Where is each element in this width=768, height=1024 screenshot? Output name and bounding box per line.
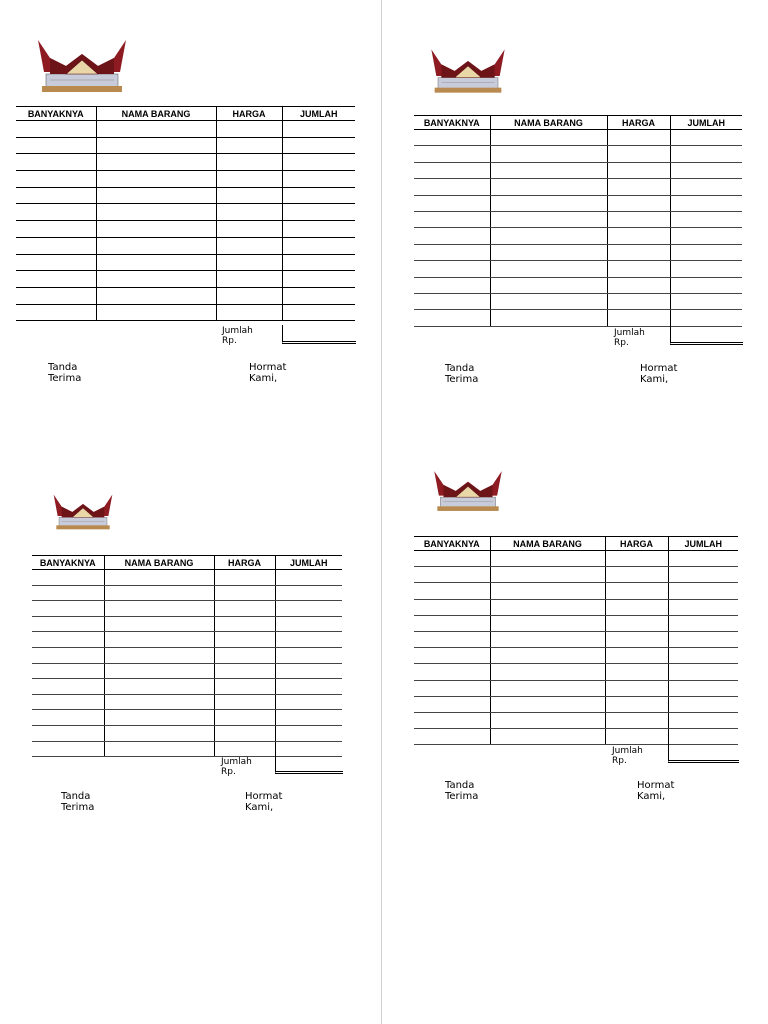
cell-quantity[interactable] — [414, 261, 490, 277]
col-header-price: HARGA — [214, 556, 275, 570]
table-row — [414, 729, 738, 745]
cell-amount[interactable] — [668, 551, 738, 567]
total-label: Jumlah Rp. — [221, 757, 252, 777]
table-row — [16, 304, 355, 321]
cell-price[interactable] — [216, 137, 282, 154]
cell-quantity[interactable] — [32, 663, 104, 679]
cell-price[interactable] — [607, 228, 670, 244]
cell-price[interactable] — [607, 162, 670, 178]
cell-price[interactable] — [607, 293, 670, 309]
sender-signature-label: Hormat Kami, — [245, 791, 283, 813]
cell-amount[interactable] — [668, 712, 738, 728]
cell-quantity[interactable] — [32, 741, 104, 757]
cell-price[interactable] — [216, 171, 282, 188]
col-header-quantity: BANYAKNYA — [414, 116, 490, 130]
table-row — [16, 271, 355, 288]
cell-price[interactable] — [216, 121, 282, 138]
col-header-item-name: NAMA BARANG — [490, 116, 607, 130]
cell-item-name[interactable] — [490, 261, 607, 277]
cell-price[interactable] — [605, 664, 668, 680]
cell-quantity[interactable] — [16, 137, 96, 154]
cell-price[interactable] — [607, 195, 670, 211]
table-row — [16, 221, 355, 238]
table-row — [32, 601, 342, 617]
col-header-amount: JUMLAH — [670, 116, 742, 130]
table-row — [16, 121, 355, 138]
table-row — [32, 725, 342, 741]
total-label: Jumlah Rp. — [612, 746, 643, 766]
cell-item-name[interactable] — [490, 729, 605, 745]
cell-quantity[interactable] — [414, 664, 490, 680]
cell-item-name[interactable] — [104, 570, 214, 586]
table-row — [32, 694, 342, 710]
cell-amount[interactable] — [668, 615, 738, 631]
cell-quantity[interactable] — [16, 304, 96, 321]
cell-quantity[interactable] — [414, 712, 490, 728]
total-field[interactable] — [275, 755, 343, 774]
cell-amount[interactable] — [668, 583, 738, 599]
cell-amount[interactable] — [670, 179, 742, 195]
table-row — [414, 162, 742, 178]
cell-price[interactable] — [605, 583, 668, 599]
cell-amount[interactable] — [282, 304, 355, 321]
cell-item-name[interactable] — [104, 741, 214, 757]
cell-amount[interactable] — [275, 601, 342, 617]
cell-amount[interactable] — [282, 121, 355, 138]
table-row — [32, 632, 342, 648]
receiver-signature-label: Tanda Terima — [445, 363, 479, 385]
table-row — [414, 228, 742, 244]
cell-quantity[interactable] — [414, 211, 490, 227]
cell-quantity[interactable] — [414, 293, 490, 309]
cell-amount[interactable] — [275, 647, 342, 663]
cell-price[interactable] — [605, 551, 668, 567]
cell-quantity[interactable] — [414, 583, 490, 599]
cell-item-name[interactable] — [490, 211, 607, 227]
cell-price[interactable] — [607, 179, 670, 195]
cell-price[interactable] — [214, 663, 275, 679]
col-header-price: HARGA — [607, 116, 670, 130]
cell-price[interactable] — [605, 680, 668, 696]
table-row — [414, 551, 738, 567]
cell-amount[interactable] — [668, 631, 738, 647]
table-row — [414, 277, 742, 293]
cell-amount[interactable] — [670, 293, 742, 309]
cell-item-name[interactable] — [490, 712, 605, 728]
cell-amount[interactable] — [670, 228, 742, 244]
cell-item-name[interactable] — [104, 679, 214, 695]
cell-item-name[interactable] — [104, 725, 214, 741]
cell-price[interactable] — [605, 567, 668, 583]
cell-amount[interactable] — [282, 221, 355, 238]
cell-item-name[interactable] — [490, 179, 607, 195]
cell-item-name[interactable] — [104, 585, 214, 601]
rumah-gadang-logo-icon — [36, 36, 128, 96]
cell-price[interactable] — [214, 632, 275, 648]
cell-amount[interactable] — [668, 599, 738, 615]
cell-amount[interactable] — [670, 146, 742, 162]
table-row — [32, 679, 342, 695]
cell-quantity[interactable] — [16, 154, 96, 171]
total-field[interactable] — [670, 326, 743, 345]
items-table — [32, 555, 342, 757]
col-header-amount: JUMLAH — [668, 537, 738, 551]
col-header-quantity: BANYAKNYA — [16, 107, 96, 121]
cell-quantity[interactable] — [16, 271, 96, 288]
cell-quantity[interactable] — [32, 585, 104, 601]
cell-amount[interactable] — [282, 254, 355, 271]
cell-item-name[interactable] — [490, 310, 607, 326]
table-row — [414, 696, 738, 712]
cell-quantity[interactable] — [16, 237, 96, 254]
cell-quantity[interactable] — [414, 195, 490, 211]
cell-price[interactable] — [605, 648, 668, 664]
table-row — [16, 237, 355, 254]
cell-price[interactable] — [605, 712, 668, 728]
cell-item-name[interactable] — [96, 187, 216, 204]
table-row — [414, 567, 738, 583]
cell-price[interactable] — [607, 244, 670, 260]
cell-quantity[interactable] — [414, 228, 490, 244]
cell-item-name[interactable] — [104, 647, 214, 663]
cell-quantity[interactable] — [16, 121, 96, 138]
cell-item-name[interactable] — [490, 664, 605, 680]
cell-amount[interactable] — [668, 680, 738, 696]
items-table — [414, 536, 738, 745]
cell-quantity[interactable] — [32, 570, 104, 586]
cell-amount[interactable] — [282, 154, 355, 171]
sender-signature-label: Hormat Kami, — [640, 363, 678, 385]
cell-price[interactable] — [216, 221, 282, 238]
cell-price[interactable] — [214, 570, 275, 586]
cell-price[interactable] — [214, 647, 275, 663]
table-row — [414, 179, 742, 195]
cell-amount[interactable] — [275, 632, 342, 648]
cell-amount[interactable] — [282, 187, 355, 204]
cell-quantity[interactable] — [16, 204, 96, 221]
items-table — [414, 115, 742, 327]
cell-quantity[interactable] — [32, 679, 104, 695]
cell-quantity[interactable] — [414, 179, 490, 195]
cell-price[interactable] — [214, 741, 275, 757]
cell-price[interactable] — [607, 310, 670, 326]
cell-item-name[interactable] — [104, 694, 214, 710]
cell-amount[interactable] — [670, 211, 742, 227]
cell-price[interactable] — [216, 287, 282, 304]
cell-item-name[interactable] — [490, 228, 607, 244]
cell-item-name[interactable] — [96, 271, 216, 288]
cell-price[interactable] — [216, 204, 282, 221]
cell-amount[interactable] — [282, 204, 355, 221]
cell-quantity[interactable] — [32, 694, 104, 710]
cell-amount[interactable] — [275, 663, 342, 679]
table-row — [414, 648, 738, 664]
cell-quantity[interactable] — [16, 221, 96, 238]
cell-price[interactable] — [605, 599, 668, 615]
cell-item-name[interactable] — [104, 616, 214, 632]
rumah-gadang-logo-icon — [42, 492, 124, 532]
receiver-signature-label: Tanda Terima — [61, 791, 95, 813]
cell-price[interactable] — [216, 254, 282, 271]
cell-price[interactable] — [216, 304, 282, 321]
table-row — [32, 710, 342, 726]
cell-amount[interactable] — [275, 570, 342, 586]
cell-item-name[interactable] — [104, 710, 214, 726]
cell-item-name[interactable] — [96, 204, 216, 221]
cell-amount[interactable] — [670, 162, 742, 178]
table-row — [16, 187, 355, 204]
cell-quantity[interactable] — [16, 171, 96, 188]
col-header-item-name: NAMA BARANG — [490, 537, 605, 551]
table-row — [32, 585, 342, 601]
cell-item-name[interactable] — [490, 631, 605, 647]
cell-quantity[interactable] — [16, 254, 96, 271]
table-row — [32, 570, 342, 586]
cell-price[interactable] — [605, 631, 668, 647]
cell-item-name[interactable] — [96, 154, 216, 171]
table-row — [414, 664, 738, 680]
cell-amount[interactable] — [275, 585, 342, 601]
cell-item-name[interactable] — [104, 601, 214, 617]
cell-item-name[interactable] — [96, 237, 216, 254]
cell-amount[interactable] — [275, 694, 342, 710]
cell-quantity[interactable] — [414, 696, 490, 712]
table-row — [414, 631, 738, 647]
cell-amount[interactable] — [670, 261, 742, 277]
cell-quantity[interactable] — [414, 146, 490, 162]
cell-price[interactable] — [214, 616, 275, 632]
table-row — [414, 130, 742, 146]
table-row — [414, 146, 742, 162]
cell-quantity[interactable] — [32, 601, 104, 617]
cell-price[interactable] — [214, 694, 275, 710]
cell-quantity[interactable] — [414, 310, 490, 326]
cell-item-name[interactable] — [490, 130, 607, 146]
cell-quantity[interactable] — [32, 616, 104, 632]
cell-item-name[interactable] — [490, 293, 607, 309]
table-row — [414, 261, 742, 277]
cell-amount[interactable] — [275, 679, 342, 695]
cell-quantity[interactable] — [414, 729, 490, 745]
sender-signature-label: Hormat Kami, — [637, 780, 675, 802]
cell-amount[interactable] — [282, 287, 355, 304]
cell-quantity[interactable] — [414, 162, 490, 178]
cell-price[interactable] — [216, 271, 282, 288]
cell-item-name[interactable] — [104, 663, 214, 679]
cell-item-name[interactable] — [490, 146, 607, 162]
cell-amount[interactable] — [670, 244, 742, 260]
cell-item-name[interactable] — [490, 551, 605, 567]
cell-price[interactable] — [214, 725, 275, 741]
table-row — [32, 616, 342, 632]
table-row — [32, 663, 342, 679]
cell-item-name[interactable] — [490, 648, 605, 664]
cell-item-name[interactable] — [490, 680, 605, 696]
table-row — [414, 599, 738, 615]
cell-quantity[interactable] — [414, 615, 490, 631]
cell-quantity[interactable] — [414, 551, 490, 567]
cell-item-name[interactable] — [490, 162, 607, 178]
table-row — [32, 647, 342, 663]
cell-amount[interactable] — [670, 130, 742, 146]
cell-amount[interactable] — [282, 137, 355, 154]
cell-price[interactable] — [216, 237, 282, 254]
cell-quantity[interactable] — [414, 277, 490, 293]
cell-item-name[interactable] — [490, 277, 607, 293]
cell-price[interactable] — [214, 585, 275, 601]
cell-amount[interactable] — [275, 725, 342, 741]
col-header-price: HARGA — [216, 107, 282, 121]
cell-price[interactable] — [216, 154, 282, 171]
cell-quantity[interactable] — [16, 187, 96, 204]
cell-price[interactable] — [214, 710, 275, 726]
cell-price[interactable] — [607, 261, 670, 277]
col-header-item-name: NAMA BARANG — [96, 107, 216, 121]
sender-signature-label: Hormat Kami, — [249, 362, 287, 384]
cell-amount[interactable] — [282, 271, 355, 288]
cell-item-name[interactable] — [96, 171, 216, 188]
table-row — [414, 712, 738, 728]
page-divider — [381, 0, 382, 1024]
col-header-item-name: NAMA BARANG — [104, 556, 214, 570]
cell-item-name[interactable] — [490, 696, 605, 712]
cell-item-name[interactable] — [96, 121, 216, 138]
total-label: Jumlah Rp. — [614, 328, 645, 348]
total-field[interactable] — [282, 325, 356, 344]
cell-amount[interactable] — [282, 237, 355, 254]
cell-amount[interactable] — [282, 171, 355, 188]
col-header-quantity: BANYAKNYA — [414, 537, 490, 551]
cell-item-name[interactable] — [96, 304, 216, 321]
cell-quantity[interactable] — [414, 599, 490, 615]
cell-item-name[interactable] — [96, 254, 216, 271]
cell-quantity[interactable] — [414, 680, 490, 696]
rumah-gadang-logo-icon — [426, 46, 510, 96]
cell-price[interactable] — [214, 601, 275, 617]
cell-item-name[interactable] — [490, 244, 607, 260]
table-row — [414, 310, 742, 326]
cell-quantity[interactable] — [32, 710, 104, 726]
items-table — [16, 106, 355, 321]
cell-amount[interactable] — [275, 710, 342, 726]
cell-quantity[interactable] — [32, 647, 104, 663]
cell-price[interactable] — [607, 146, 670, 162]
cell-quantity[interactable] — [414, 244, 490, 260]
cell-amount[interactable] — [670, 310, 742, 326]
table-row — [414, 244, 742, 260]
cell-item-name[interactable] — [490, 567, 605, 583]
table-row — [414, 583, 738, 599]
cell-amount[interactable] — [668, 567, 738, 583]
cell-quantity[interactable] — [414, 648, 490, 664]
cell-item-name[interactable] — [96, 287, 216, 304]
cell-amount[interactable] — [668, 729, 738, 745]
cell-item-name[interactable] — [490, 583, 605, 599]
table-row — [16, 154, 355, 171]
cell-amount[interactable] — [275, 616, 342, 632]
table-row — [414, 680, 738, 696]
table-row — [414, 211, 742, 227]
cell-price[interactable] — [605, 696, 668, 712]
cell-price[interactable] — [607, 277, 670, 293]
cell-item-name[interactable] — [104, 632, 214, 648]
table-row — [16, 287, 355, 304]
total-label: Jumlah Rp. — [222, 326, 253, 346]
cell-price[interactable] — [605, 615, 668, 631]
cell-price[interactable] — [605, 729, 668, 745]
total-field[interactable] — [668, 744, 739, 763]
cell-price[interactable] — [214, 679, 275, 695]
cell-amount[interactable] — [668, 648, 738, 664]
cell-price[interactable] — [216, 187, 282, 204]
cell-item-name[interactable] — [490, 615, 605, 631]
cell-amount[interactable] — [670, 195, 742, 211]
cell-quantity[interactable] — [414, 631, 490, 647]
cell-quantity[interactable] — [414, 130, 490, 146]
col-header-quantity: BANYAKNYA — [32, 556, 104, 570]
cell-price[interactable] — [607, 211, 670, 227]
table-row — [414, 195, 742, 211]
table-row — [16, 137, 355, 154]
table-row — [16, 171, 355, 188]
cell-amount[interactable] — [670, 277, 742, 293]
cell-amount[interactable] — [668, 696, 738, 712]
table-row — [16, 204, 355, 221]
cell-item-name[interactable] — [490, 195, 607, 211]
col-header-amount: JUMLAH — [275, 556, 342, 570]
cell-quantity[interactable] — [414, 567, 490, 583]
table-row — [16, 254, 355, 271]
cell-item-name[interactable] — [96, 221, 216, 238]
receiver-signature-label: Tanda Terima — [445, 780, 479, 802]
cell-price[interactable] — [607, 130, 670, 146]
table-row — [414, 293, 742, 309]
col-header-amount: JUMLAH — [282, 107, 355, 121]
col-header-price: HARGA — [605, 537, 668, 551]
cell-item-name[interactable] — [490, 599, 605, 615]
receiver-signature-label: Tanda Terima — [48, 362, 82, 384]
rumah-gadang-logo-icon — [426, 468, 510, 514]
cell-quantity[interactable] — [32, 725, 104, 741]
cell-amount[interactable] — [668, 664, 738, 680]
table-row — [414, 615, 738, 631]
cell-quantity[interactable] — [16, 287, 96, 304]
cell-item-name[interactable] — [96, 137, 216, 154]
cell-quantity[interactable] — [32, 632, 104, 648]
